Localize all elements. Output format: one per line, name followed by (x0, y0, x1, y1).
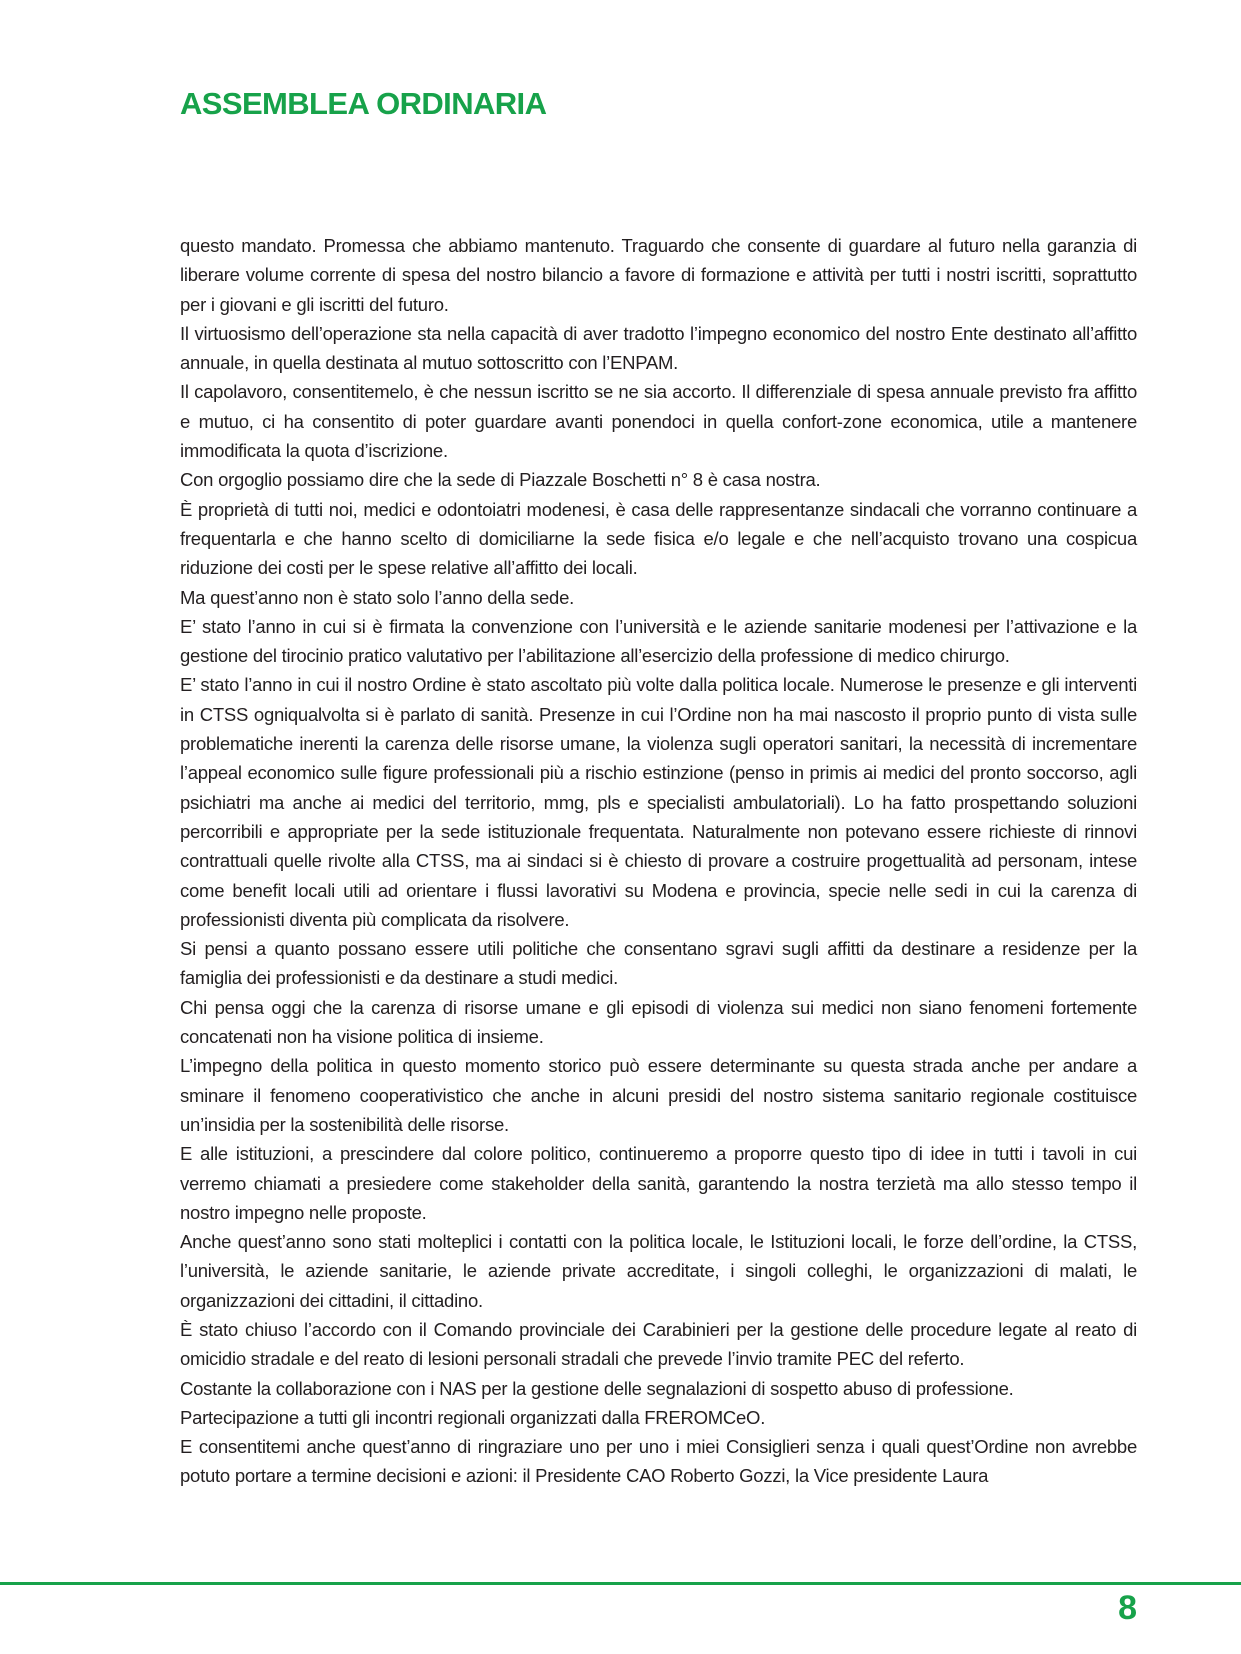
paragraph: Ma quest’anno non è stato solo l’anno della sede. (180, 586, 575, 608)
paragraph: È stato chiuso l’accordo con il Comando provinciale dei Carabinieri per la gestione delle procedure legate al reato di omicidio stradale e del reato di lesioni personali stradali che prevede l’invio tramite PEC del referto. (180, 1318, 1137, 1370)
paragraph: Partecipazione a tutti gli incontri regionali organizzati dalla FREROMCeO. (180, 1406, 766, 1428)
footer-divider (0, 1582, 1241, 1585)
paragraph: questo mandato. Promessa che abbiamo mantenuto. Traguardo che consente di guardare al futuro nella garanzia di liberare volume corrente di spesa del nostro bilancio a favore di formazione e attività per tutti i nostri iscritti, soprattutto per i giovani e gli iscritti del futuro. (180, 235, 1137, 315)
page-title: ASSEMBLEA ORDINARIA (180, 86, 547, 121)
paragraph: E’ stato l’anno in cui il nostro Ordine è stato ascoltato più volte dalla politica locale. Numerose le presenze e gli interventi in CTSS ogniqualvolta si è parlato di sanità. Presenze in cui l’Ordine non ha mai nascosto il proprio punto di vista sulle problematiche inerenti la carenza delle risorse umane, la violenza sugli operatori sanitari, la necessità di incrementare l’appeal economico sulle figure professionali più a rischio estinzione (penso in primis ai medici del pronto soccorso, agli psichiatri ma anche ai medici del territorio, mmg, pls e specialisti ambulatoriali). Lo ha fatto prospettando soluzioni percorribili e appropriate per la sede istituzionale frequentata. Naturalmente non potevano essere richieste di rinnovi contrattuali quelle rivolte alla CTSS, ma ai sindaci si è chiesto di provare a costruire progettualità ad personam, intese come benefit locali utili ad orientare i flussi lavorativi su Modena e provincia, specie nelle sedi in cui la carenza di professionisti diventa più complicata da risolvere. (180, 674, 1137, 930)
paragraph: Il virtuosismo dell’operazione sta nella capacità di aver tradotto l’impegno economico del nostro Ente destinato all’affitto annuale, in quella destinata al mutuo sottoscritto con l’ENPAM. (180, 322, 1137, 374)
paragraph: L’impegno della politica in questo momento storico può essere determinante su questa strada anche per andare a sminare il fenomeno cooperativistico che anche in alcuni presidi del nostro sistema sanitario regionale costituisce un’insidia per la sostenibilità delle risorse. (180, 1055, 1137, 1135)
paragraph: È proprietà di tutti noi, medici e odontoiatri modenesi, è casa delle rappresentanze sindacali che vorranno continuare a frequentarla e che hanno scelto di domiciliarne la sede fisica e/o legale e che nell’acquisto trovano una cospicua riduzione dei costi per le spese relative all’affitto dei locali. (180, 498, 1137, 579)
body-text (180, 231, 1137, 1491)
paragraph: E consentitemi anche quest’anno di ringraziare uno per uno i miei Consiglieri senza i quali quest’Ordine non avrebbe potuto portare a termine decisioni e azioni: il Presidente CAO Roberto Gozzi, la Vice presidente Laura (180, 1436, 1137, 1487)
paragraph: Costante la collaborazione con i NAS per la gestione delle segnalazioni di sospetto abuso di professione. (180, 1377, 1014, 1399)
paragraph: Anche quest’anno sono stati molteplici i contatti con la politica locale, le Istituzioni locali, le forze dell’ordine, la CTSS, l’università, le aziende sanitarie, le aziende private accreditate, i singoli colleghi, le organizzazioni di malati, le organizzazioni dei cittadini, il cittadino. (180, 1231, 1137, 1311)
page-number: 8 (1118, 1589, 1137, 1627)
paragraph: Il capolavoro, consentitemelo, è che nessun iscritto se ne sia accorto. Il differenziale di spesa annuale previsto fra affitto e mutuo, ci ha consentito di poter guardare avanti ponendoci in quella confort-zone economica, utile a mantenere immodificata la quota d’iscrizione. (180, 381, 1137, 462)
paragraph: E’ stato l’anno in cui si è firmata la convenzione con l’università e le aziende sanitarie modenesi per l’attivazione e la gestione del tirocinio pratico valutativo per l’abilitazione all’esercizio della professione di medico chirurgo. (180, 615, 1137, 667)
paragraph: Con orgoglio possiamo dire che la sede di Piazzale Boschetti n° 8 è casa nostra. (180, 469, 821, 491)
paragraph: E alle istituzioni, a prescindere dal colore politico, continueremo a proporre questo tipo di idee in tutti i tavoli in cui verremo chiamati a presiedere come stakeholder della sanità, garantendo la nostra terzietà ma allo stesso tempo il nostro impegno nelle proposte. (180, 1143, 1137, 1223)
paragraph: Chi pensa oggi che la carenza di risorse umane e gli episodi di violenza sui medici non siano fenomeni fortemente concatenati non ha visione politica di insieme. (180, 996, 1137, 1048)
paragraph: Si pensi a quanto possano essere utili politiche che consentano sgravi sugli affitti da destinare a residenze per la famiglia dei professionisti e da destinare a studi medici. (180, 938, 1137, 989)
